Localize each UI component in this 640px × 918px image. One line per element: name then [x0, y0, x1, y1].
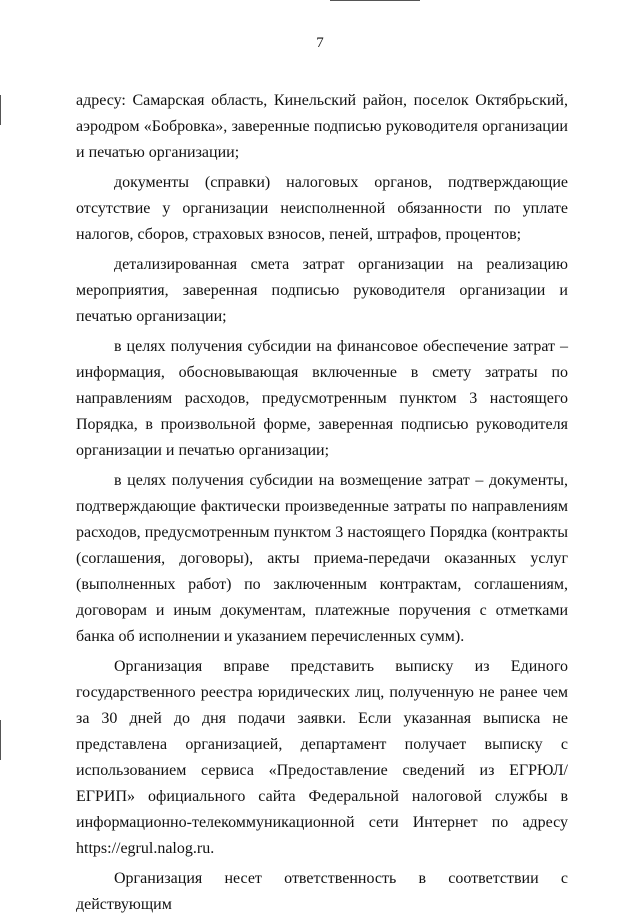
paragraph-address: адресу: Самарская область, Кинельский район, поселок Октябрьский, аэродром «Бобровка», заверенные подписью руководителя организации и печатью организации;	[76, 92, 568, 161]
paragraph-cost-estimate: детализированная смета затрат организации на реализацию мероприятия, заверенная подписью руководителя организации и печатью организации;	[76, 256, 568, 325]
scan-edge-mark-top	[330, 0, 420, 1]
paragraph-responsibility: Организация несет ответственность в соответствии с действующим	[76, 870, 568, 913]
paragraph-cost-reimbursement: в целях получения субсидии на возмещение затрат – документы, подтверждающие фактически произведенные затраты по направлениям расходов, предусмотренным пунктом 3 настоящего Порядка (контракты (соглашения, договоры), акты приема-передачи оказанных услуг (выполненных работ) по заключенным контрактам, соглашениям, договорам и иным документам, платежные поручения с отметками банка об исполнении и указанием перечисленных сумм).	[76, 472, 568, 645]
paragraph-egrul-extract: Организация вправе представить выписку из Единого государственного реестра юридических лиц, полученную не ранее чем за 30 дней до дня подачи заявки. Если указанная выписка не представлена организацией, департамент получает выписку с использованием сервиса «Предоставление сведений из ЕГРЮЛ/ЕГРИП» официального сайта Федеральной налоговой службы в информационно-телекоммуникационной сети Интернет по адресу https://egrul.nalog.ru.	[76, 658, 568, 857]
page-number: 7	[316, 35, 324, 51]
paragraph-financial-support: в целях получения субсидии на финансовое обеспечение затрат – информация, обосновывающая включенные в смету затраты по направлениям расходов, предусмотренным пунктом 3 настоящего Порядка, в произвольной форме, заверенная подписью руководителя организации и печатью организации;	[76, 338, 568, 459]
scan-edge-mark-left	[0, 95, 1, 125]
document-body	[76, 88, 568, 918]
paragraph-tax-certificates: документы (справки) налоговых органов, подтверждающие отсутствие у организации неисполненной обязанности по уплате налогов, сборов, страховых взносов, пеней, штрафов, процентов;	[76, 174, 568, 243]
scan-edge-mark-left-lower	[0, 720, 1, 760]
